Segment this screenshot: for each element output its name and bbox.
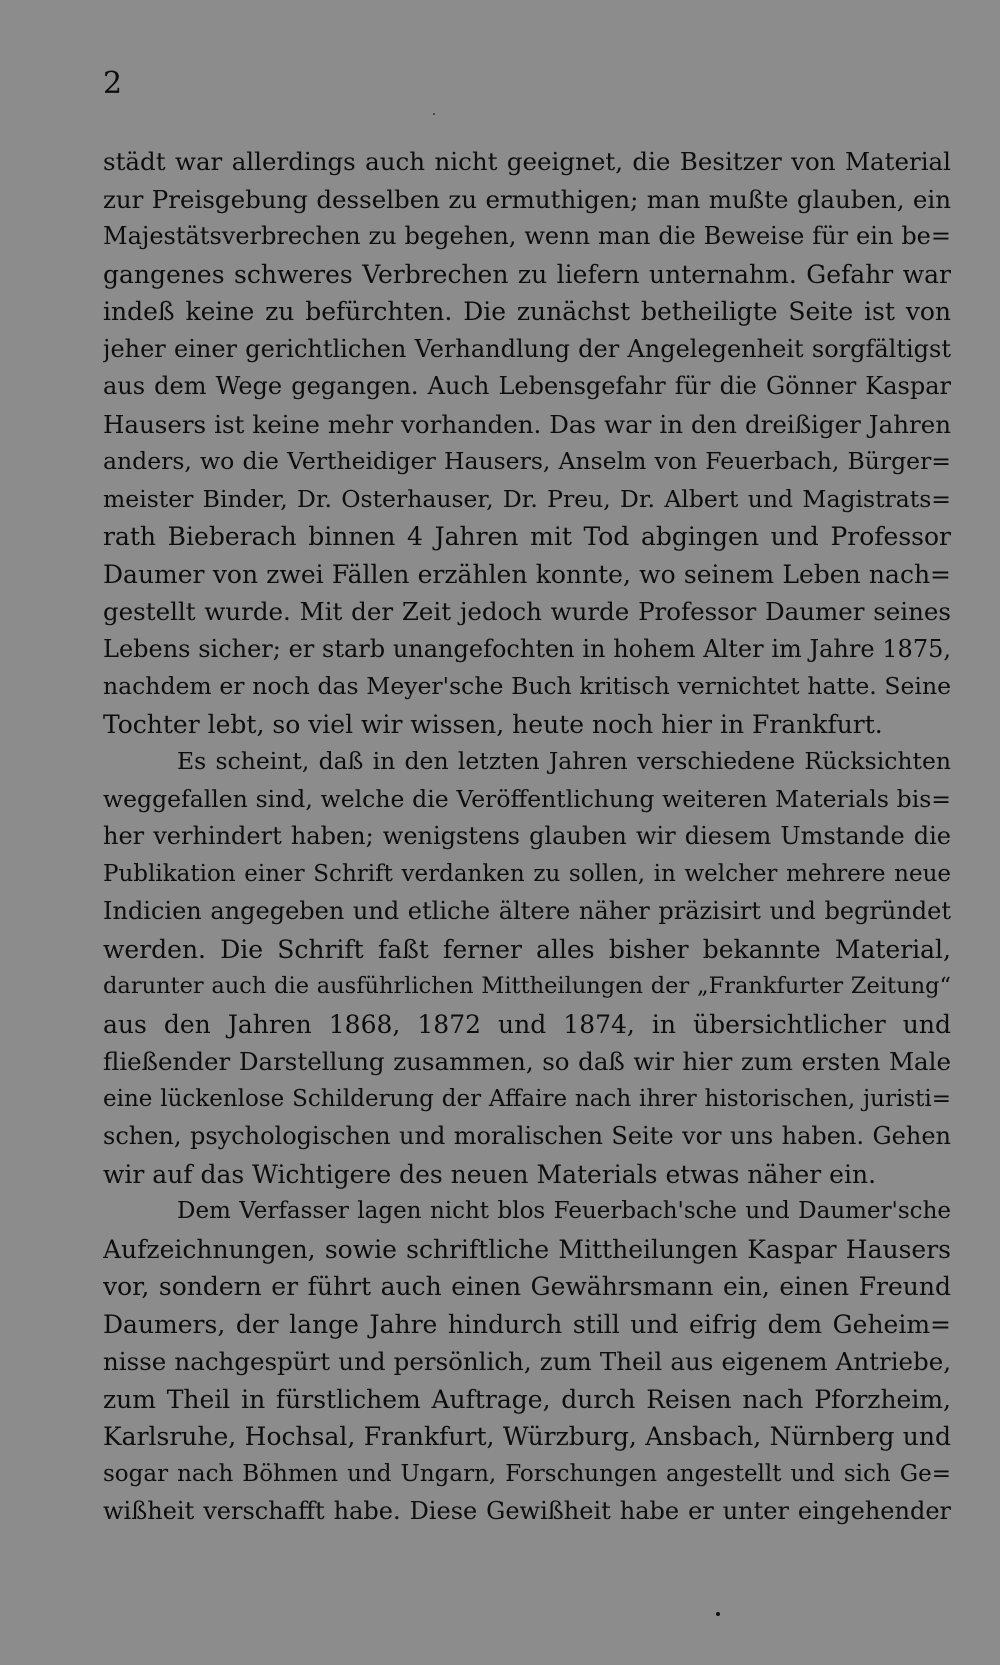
text-line: gestellt wurde. Mit der Zeit jedoch wurde Professor Daumer seines	[103, 597, 951, 626]
text-line: städt war allerdings auch nicht geeignet, die Besitzer von Material	[103, 147, 951, 176]
text-line: fließender Darstellung zusammen, so daß wir hier zum ersten Male	[103, 1047, 951, 1076]
text-line: schen, psychologischen und moralischen Seite vor uns haben. Gehen	[103, 1122, 951, 1150]
text-line: nisse nachgespürt und persönlich, zum Theil aus eigenem Antriebe,	[103, 1347, 951, 1376]
text-line: gangenes schweres Verbrechen zu liefern unternahm. Gefahr war	[103, 259, 951, 289]
text-line: indeß keine zu befürchten. Die zunächst betheiligte Seite ist von	[103, 297, 951, 326]
text-line: vor, sondern er führt auch einen Gewährsmann ein, einen Freund	[103, 1272, 951, 1301]
text-line: Daumers, der lange Jahre hindurch still und eifrig dem Geheim=	[103, 1309, 951, 1339]
text-line: meister Binder, Dr. Osterhauser, Dr. Preu, Dr. Albert und Magistrats=	[103, 484, 951, 513]
text-line: her verhindert haben; wenigstens glauben wir diesem Umstande die	[103, 822, 951, 850]
speck-bottom	[716, 1612, 720, 1616]
text-line: wir auf das Wichtigere des neuen Materials etwas näher ein.	[103, 1159, 877, 1189]
text-line: jeher einer gerichtlichen Verhandlung der Angelegenheit sorgfältigst	[103, 334, 951, 363]
text-line: Majestätsverbrechen zu begehen, wenn man die Beweise für ein be=	[103, 222, 951, 250]
text-line: anders, wo die Vertheidiger Hausers, Anselm von Feuerbach, Bürger=	[103, 447, 951, 475]
text-line: weggefallen sind, welche die Veröffentlichung weiteren Materials bis=	[103, 784, 951, 813]
text-line: Indicien angegeben und etliche ältere näher präzisirt und begründet	[103, 897, 951, 925]
text-line: Lebens sicher; er starb unangefochten in hohem Alter im Jahre 1875,	[103, 634, 951, 663]
text-line: Dem Verfasser lagen nicht blos Feuerbach'sche und Daumer'sche	[177, 1198, 951, 1224]
text-line: eine lückenlose Schilderung der Affaire nach ihrer historischen, juristi=	[103, 1085, 951, 1112]
text-line: werden. Die Schrift faßt ferner alles bisher bekannte Material,	[103, 934, 951, 964]
page-number: 2	[103, 66, 123, 101]
text-line: wißheit verschafft habe. Diese Gewißheit habe er unter eingehender	[103, 1497, 951, 1525]
speck-top	[433, 113, 435, 115]
text-line: Tochter lebt, so viel wir wissen, heute noch hier in Frankfurt.	[103, 709, 883, 739]
text-line: rath Bieberach binnen 4 Jahren mit Tod abgingen und Professor	[103, 522, 951, 551]
body-text	[103, 143, 951, 1531]
text-line: Publikation einer Schrift verdanken zu sollen, in welcher mehrere neue	[103, 860, 951, 887]
text-line: zur Preisgebung desselben zu ermuthigen; man mußte glauben, ein	[103, 184, 951, 214]
text-line: Hausers ist keine mehr vorhanden. Das war in den dreißiger Jahren	[103, 409, 951, 439]
text-line: Daumer von zwei Fällen erzählen konnte, wo seinem Leben nach=	[103, 559, 951, 589]
text-line: darunter auch die ausführlichen Mittheilungen der „Frankfurter Zeitung“	[103, 973, 951, 999]
text-line: Aufzeichnungen, sowie schriftliche Mittheilungen Kaspar Hausers	[103, 1234, 951, 1264]
text-line: aus dem Wege gegangen. Auch Lebensgefahr für die Gönner Kaspar	[103, 372, 951, 400]
text-line: Es scheint, daß in den letzten Jahren verschiedene Rücksichten	[177, 747, 951, 775]
text-line: nachdem er noch das Meyer'sche Buch kritisch vernichtet hatte. Seine	[103, 672, 951, 700]
text-line: sogar nach Böhmen und Ungarn, Forschungen angestellt und sich Ge=	[103, 1460, 951, 1487]
text-line: zum Theil in fürstlichem Auftrage, durch Reisen nach Pforzheim,	[103, 1384, 951, 1414]
text-line: aus den Jahren 1868, 1872 und 1874, in übersichtlicher und	[103, 1009, 951, 1039]
text-line: Karlsruhe, Hochsal, Frankfurt, Würzburg, Ansbach, Nürnberg und	[103, 1422, 951, 1451]
